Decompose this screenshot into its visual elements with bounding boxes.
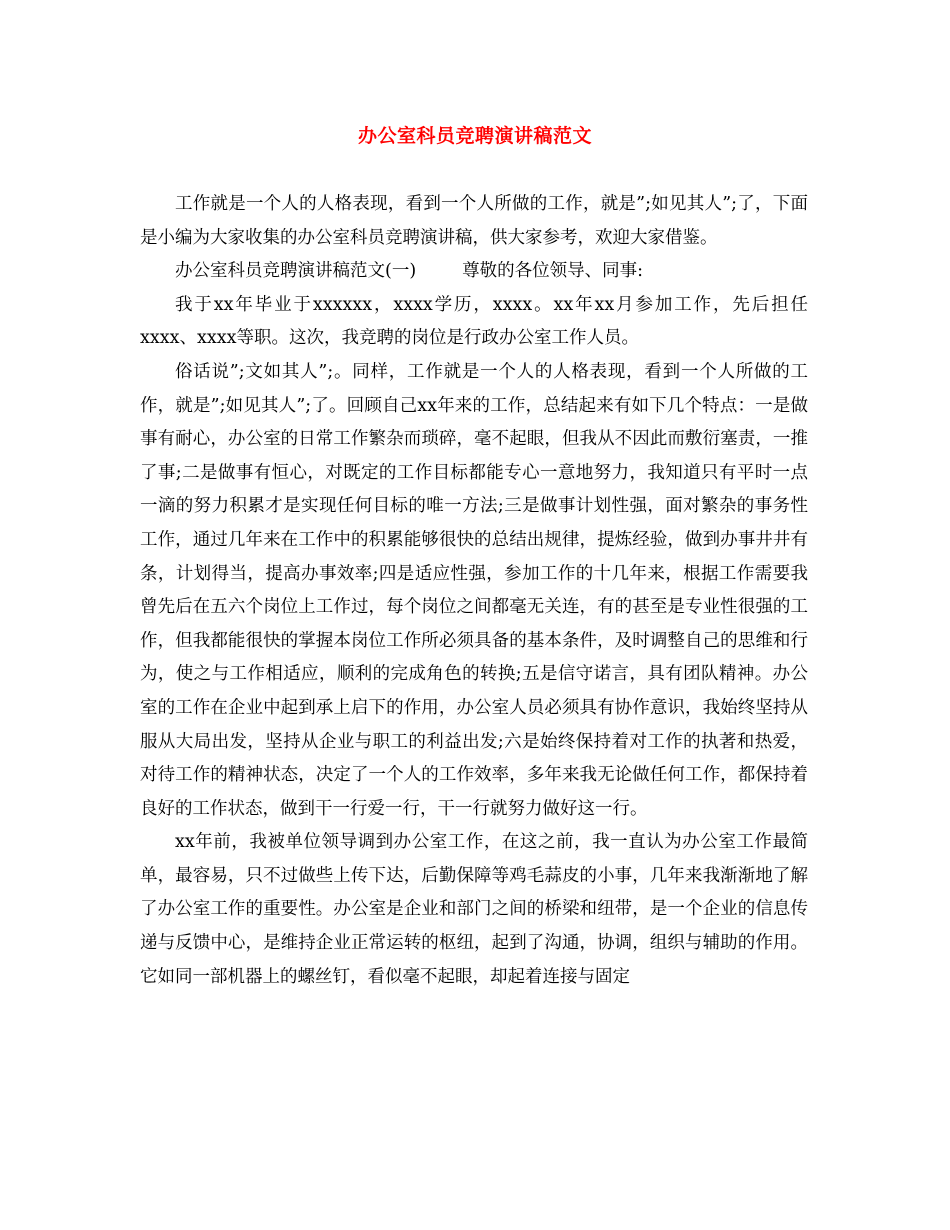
section-heading: 办公室科员竞聘演讲稿范文(一) [175, 261, 417, 282]
body-paragraph: 我于xx年毕业于xxxxxx，xxxx学历，xxxx。xx年xx月参加工作，先后担任xxxx、xxxx等职。这次，我竞聘的岗位是行政办公室工作人员。 [140, 294, 808, 349]
section-heading-line [140, 255, 808, 289]
salutation: 尊敬的各位领导、同事: [462, 261, 644, 282]
intro-paragraph: 工作就是一个人的人格表现，看到一个人所做的工作，就是”;如见其人”;了，下面是小编为大家收集的办公室科员竞聘演讲稿，供大家参考，欢迎大家借鉴。 [140, 194, 808, 248]
body-paragraph: 俗话说”;文如其人”;。同样，工作就是一个人的人格表现，看到一个人所做的工作，就是”;如见其人”;了。回顾自己xx年来的工作，总结起来有如下几个特点：一是做事有耐心，办公室的日常工作繁杂而琐碎，毫不起眼，但我从不因此而敷衍塞责，一推了事;二是做事有恒心，对既定的工作目标都能专心一意地努力，我知道只有平时一点一滴的努力积累才是实现任何目标的唯一方法;三是做事计划性强，面对繁杂的事务性工作，通过几年来在工作中的积累能够很快的总结出规律，提炼经验，做到办事井井有条，计划得当，提高办事效率;四是适应性强，参加工作的十几年来，根据工作需要我曾先后在五六个岗位上工作过，每个岗位之间都毫无关连，有的甚至是专业性很强的工作，但我都能很快的掌握本岗位工作所必须具备的基本条件，及时调整自己的思维和行为，使之与工作相适应，顺利的完成角色的转换;五是信守诺言，具有团队精神。办公室的工作在企业中起到承上启下的作用，办公室人员必须具有协作意识，我始终坚持从服从大局出发，坚持从企业与职工的利益出发;六是始终保持着对工作的执著和热爱，对待工作的精神状态，决定了一个人的工作效率，多年来我无论做任何工作，都保持着良好的工作状态，做到干一行爱一行，干一行就努力做好这一行。 [140, 361, 808, 819]
body-paragraph: xx年前，我被单位领导调到办公室工作，在这之前，我一直认为办公室工作最简单，最容易，只不过做些上传下达，后勤保障等鸡毛蒜皮的小事，几年来我渐渐地了解了办公室工作的重要性。办公室是企业和部门之间的桥梁和纽带，是一个企业的信息传递与反馈中心，是维持企业正常运转的枢纽，起到了沟通，协调，组织与辅助的作用。它如同一部机器上的螺丝钉，看似毫不起眼，却起着连接与固定 [140, 832, 808, 987]
document-title: 办公室科员竞聘演讲稿范文 [357, 125, 592, 147]
document-body [140, 188, 808, 994]
